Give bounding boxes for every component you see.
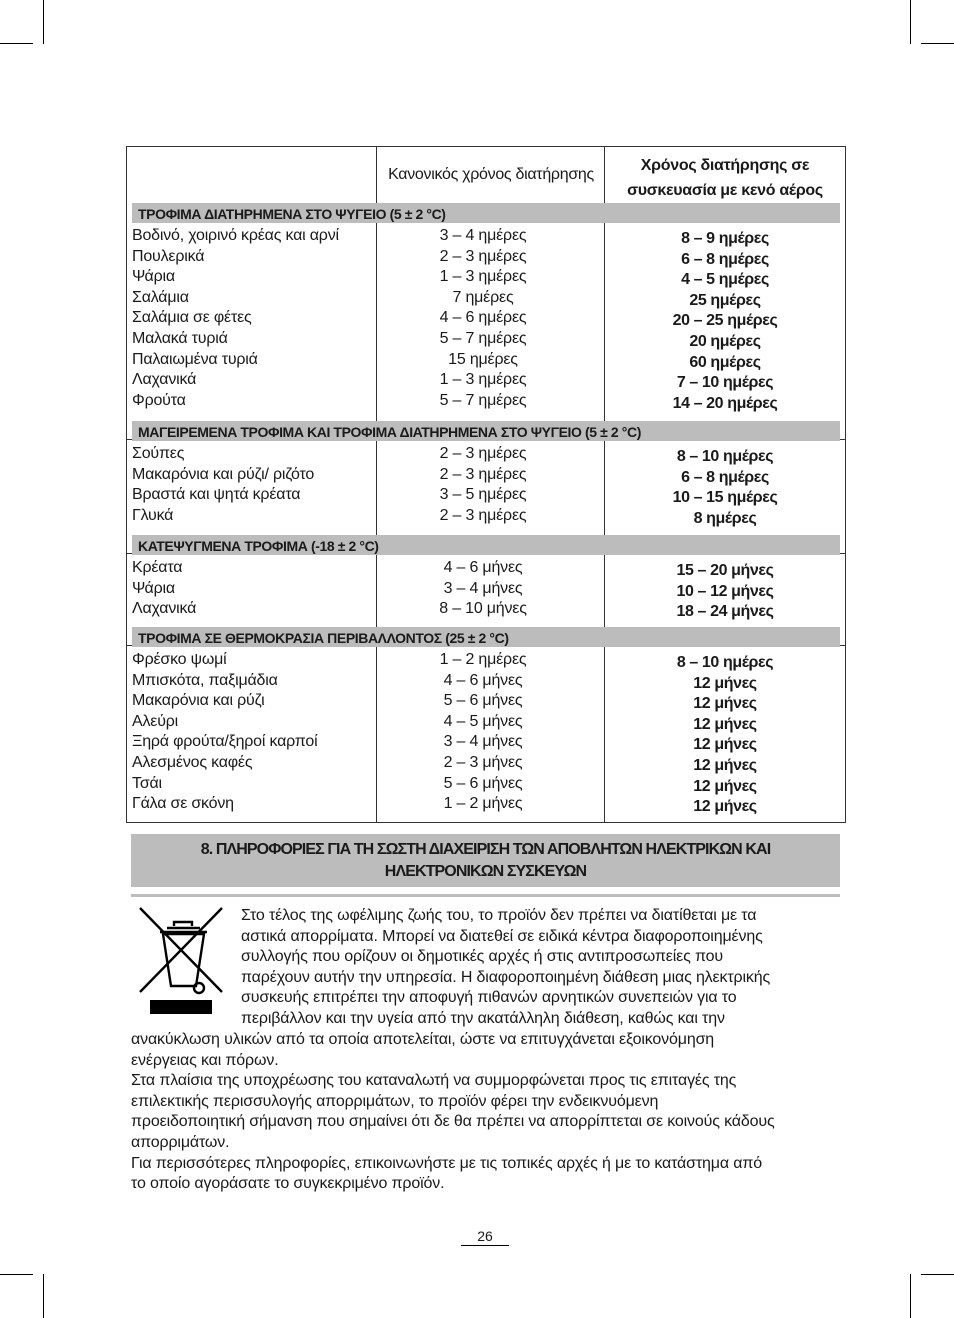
food-name: Ξηρά φρούτα/ξηροί καρποί	[132, 733, 318, 751]
normal-time-column	[377, 444, 589, 526]
vacuum-time: 14 – 20 ημέρες	[672, 394, 778, 412]
food-name: Σούπες	[132, 445, 185, 462]
page-number-underline	[461, 1245, 509, 1246]
normal-time: 5 – 6 μήνες	[443, 692, 523, 710]
food-name: Φρέσκο ψωμί	[132, 651, 227, 668]
vacuum-time: 20 ημέρες	[689, 332, 761, 350]
section-8-title-line2: ΗΛΕΚΤΡΟΝΙΚΩΝ ΣΥΣΚΕΥΩΝ	[384, 862, 587, 880]
food-name: Σαλάμια σε φέτες	[132, 309, 252, 327]
vacuum-time: 10 – 12 μήνες	[676, 582, 774, 600]
vacuum-time: 10 – 15 ημέρες	[672, 489, 778, 507]
food-name: Παλαιωμένα τυριά	[132, 350, 258, 368]
vacuum-time: 18 – 24 μήνες	[676, 603, 774, 621]
vacuum-time: 20 – 25 ημέρες	[672, 312, 778, 330]
normal-time: 1 – 2 μήνες	[443, 795, 523, 813]
normal-time: 2 – 3 ημέρες	[439, 506, 527, 524]
section-cooked	[127, 421, 845, 535]
vacuum-time: 60 ημέρες	[689, 353, 761, 371]
vacuum-time-column	[605, 653, 845, 818]
vacuum-time: 12 μήνες	[693, 715, 757, 733]
normal-time: 15 ημέρες	[448, 350, 518, 368]
food-name: Τσάι	[132, 774, 162, 792]
text-line: περιβάλλον και την υγεία από την ακατάλληλη διάθεση, καθώς και την	[241, 1009, 725, 1027]
section-title: ΤΡΟΦΙΜΑ ΣΕ ΘΕΡΜΟΚΡΑΣΙΑ ΠΕΡΙΒΑΛΛΟΝΤΟΣ (25 ± 2 °C)	[132, 627, 840, 647]
text-line: Για περισσότερες πληροφορίες, επικοινωνήστε με τις τοπικές αρχές ή με το κατάστημα από	[131, 1154, 763, 1172]
crop-mark	[0, 43, 33, 44]
crop-mark	[921, 1274, 954, 1275]
food-name: Γάλα σε σκόνη	[132, 795, 234, 813]
text-line: ανακύκλωση υλικών από τα οποία αποτελείται, ώστε να επιτυγχάνεται εξοικονόμηση	[131, 1031, 715, 1048]
section-title: ΤΡΟΦΙΜΑ ΔΙΑΤΗΡΗΜΕΝΑ ΣΤΟ ΨΥΓΕΙΟ (5 ± 2 °C)	[132, 203, 840, 223]
food-name: Λαχανικά	[132, 371, 197, 389]
text-line: απορριμάτων.	[131, 1133, 230, 1151]
storage-time-table	[126, 146, 846, 823]
normal-time: 3 – 4 μήνες	[443, 733, 523, 751]
crop-mark	[43, 0, 44, 44]
food-name: Αλεσμένος καφές	[132, 753, 253, 771]
section-refrigerated	[127, 203, 845, 439]
crossed-out-wheelie-bin-icon	[136, 904, 226, 1016]
section-8-rule	[131, 894, 840, 897]
header-vacuum-line2: συσκευασία με κενό αέρος	[627, 182, 823, 199]
vacuum-time: 8 – 9 ημέρες	[681, 230, 769, 247]
normal-time: 2 – 3 ημέρες	[439, 247, 527, 265]
food-name: Λαχανικά	[132, 600, 197, 618]
section-title: ΜΑΓΕΙΡΕΜΕΝΑ ΤΡΟΦΙΜΑ ΚΑΙ ΤΡΟΦΙΜΑ ΔΙΑΤΗΡΗΜΕΝΑ ΣΤΟ ΨΥΓΕΙΟ (5 ± 2 °C)	[132, 421, 840, 441]
section-8-heading	[131, 834, 840, 887]
text-line: ενέργειας και πόρων.	[131, 1051, 279, 1069]
food-name: Αλεύρι	[132, 712, 179, 730]
crop-mark	[910, 1274, 911, 1318]
vacuum-time-column	[605, 561, 845, 623]
crop-mark	[910, 0, 911, 44]
food-name: Μαλακά τυριά	[132, 329, 228, 347]
food-column	[132, 650, 377, 815]
food-name: Πουλερικά	[132, 247, 205, 265]
normal-time: 2 – 3 μήνες	[443, 753, 523, 771]
food-column	[132, 444, 377, 526]
text-line: αστικά απορρίματα. Μπορεί να διατεθεί σε ειδικά κέντρα διαφοροποιημένης	[241, 927, 763, 945]
text-line: επιλεκτικής περισσυλογής απορριμάτων, το προϊόν φέρει την ενδεικνυόμενη	[131, 1092, 659, 1110]
vacuum-time: 12 μήνες	[693, 756, 757, 774]
normal-time: 5 – 7 ημέρες	[439, 391, 527, 409]
text-line: συλλογής που ορίζουν οι δημοτικές αρχές ή στις αντιπροσωπείες που	[241, 948, 723, 966]
vacuum-time: 15 – 20 μήνες	[676, 562, 774, 579]
normal-time-column	[377, 650, 589, 815]
vacuum-time: 6 – 8 ημέρες	[681, 250, 769, 268]
vacuum-time: 8 ημέρες	[693, 509, 757, 527]
vacuum-time: 12 μήνες	[693, 736, 757, 754]
food-name: Ψάρια	[132, 579, 175, 597]
crop-mark	[0, 1274, 33, 1275]
food-name: Μακαρόνια και ρύζι/ ριζότο	[132, 465, 315, 483]
text-line: Στα πλαίσια της υποχρέωσης του καταναλωτή να συμμορφώνεται προς τις επιταγές της	[131, 1072, 737, 1090]
paragraph-body	[131, 1030, 775, 1195]
section-ambient	[127, 627, 845, 823]
normal-time-column	[377, 226, 589, 411]
vacuum-time: 4 – 5 ημέρες	[681, 271, 769, 289]
page-number: 26	[477, 1228, 493, 1244]
text-line: συσκευής επιτρέπει την αποφυγή πιθανών αρνητικών συνεπειών για το	[241, 989, 737, 1007]
vacuum-time-column	[605, 447, 845, 529]
food-name: Ψάρια	[132, 268, 175, 286]
crop-mark	[43, 1274, 44, 1318]
food-name: Βραστά και ψητά κρέατα	[132, 486, 301, 504]
vacuum-time: 7 – 10 ημέρες	[676, 374, 774, 392]
text-line: παρέχουν αυτήν την υπηρεσία. Η διαφοροποιημένη διάθεση μιας ηλεκτρικής	[241, 968, 771, 986]
vacuum-time: 12 μήνες	[693, 695, 757, 713]
vacuum-time: 12 μήνες	[693, 777, 757, 795]
normal-time: 7 ημέρες	[452, 288, 514, 306]
normal-time: 3 – 4 μήνες	[443, 579, 523, 597]
vacuum-time-column	[605, 229, 845, 414]
text-line: Στο τέλος της ωφέλιμης ζωής του, το προϊόν δεν πρέπει να διατίθεται με τα	[241, 907, 757, 924]
food-column	[132, 558, 377, 620]
normal-time: 2 – 3 ημέρες	[439, 445, 527, 462]
normal-time: 1 – 3 ημέρες	[439, 268, 527, 286]
normal-time: 4 – 6 μήνες	[443, 671, 523, 689]
section-frozen	[127, 535, 845, 627]
vacuum-time: 25 ημέρες	[689, 291, 761, 309]
food-name: Γλυκά	[132, 506, 174, 524]
normal-time: 3 – 4 ημέρες	[439, 227, 527, 244]
food-column	[132, 226, 377, 411]
vacuum-time: 12 μήνες	[693, 674, 757, 692]
vacuum-time: 6 – 8 ημέρες	[681, 468, 769, 486]
paragraph-1-wrapped	[241, 906, 770, 1030]
food-name: Φρούτα	[132, 391, 186, 409]
food-name: Βοδινό, χοιρινό κρέας και αρνί	[132, 227, 339, 244]
food-name: Κρέατα	[132, 559, 183, 576]
vacuum-time: 8 – 10 ημέρες	[676, 448, 774, 465]
header-vacuum-line1: Χρόνος διατήρησης σε	[640, 157, 810, 174]
crop-mark	[921, 43, 954, 44]
food-name: Σαλάμια	[132, 288, 189, 306]
normal-time: 8 – 10 μήνες	[439, 600, 527, 618]
normal-time: 2 – 3 ημέρες	[439, 465, 527, 483]
normal-time-column	[377, 558, 589, 620]
food-name: Μακαρόνια και ρύζι	[132, 692, 265, 710]
section-title: ΚΑΤΕΨΥΓΜΕΝΑ ΤΡΟΦΙΜΑ (-18 ± 2 °C)	[132, 535, 840, 555]
header-vacuum-time	[605, 150, 845, 206]
normal-time: 5 – 7 ημέρες	[439, 329, 527, 347]
normal-time: 4 – 6 μήνες	[443, 559, 523, 576]
text-line: το οποίο αγοράσατε το συγκεκριμένο προϊόν.	[131, 1175, 445, 1193]
vacuum-time: 8 – 10 ημέρες	[676, 654, 774, 671]
normal-time: 4 – 5 μήνες	[443, 712, 523, 730]
normal-time: 4 – 6 ημέρες	[439, 309, 527, 327]
normal-time: 3 – 5 ημέρες	[439, 486, 527, 504]
normal-time: 5 – 6 μήνες	[443, 774, 523, 792]
header-normal-time: Κανονικός χρόνος διατήρησης	[388, 166, 594, 183]
text-line: προειδοποιητική σήμανση που σημαίνει ότι δε θα πρέπει να απορρίπτεται σε κοινούς κάδους	[131, 1113, 775, 1131]
food-name: Μπισκότα, παξιμάδια	[132, 671, 278, 689]
section-8-title-line1: 8. ΠΛΗΡΟΦΟΡΙΕΣ ΓΙΑ ΤΗ ΣΩΣΤΗ ΔΙΑΧΕΙΡΙΣΗ ΤΩΝ ΑΠΟΒΛΗΤΩΝ ΗΛΕΚΤΡΙΚΩΝ ΚΑΙ	[200, 840, 771, 858]
vacuum-time: 12 μήνες	[693, 798, 757, 816]
normal-time: 1 – 2 ημέρες	[439, 651, 527, 668]
normal-time: 1 – 3 ημέρες	[439, 371, 527, 389]
